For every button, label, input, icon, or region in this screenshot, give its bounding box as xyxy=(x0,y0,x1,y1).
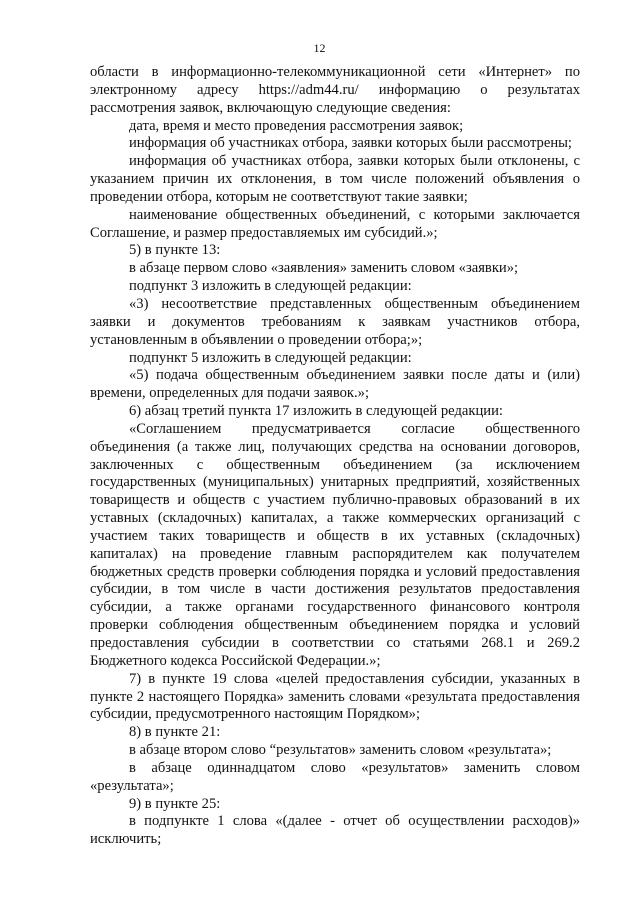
document-paragraph: подпункт 5 изложить в следующей редакции: xyxy=(129,349,412,366)
document-body xyxy=(90,64,580,849)
document-paragraph: в абзаце одиннадцатом слово «результатов» заменить словом «результата»; xyxy=(90,759,580,794)
document-paragraph: в подпункте 1 слова «(далее - отчет об осуществлении расходов)» исключить; xyxy=(90,813,580,848)
document-paragraph: 8) в пункте 21: xyxy=(129,724,221,741)
document-paragraph: 6) абзац третий пункта 17 изложить в следующей редакции: xyxy=(129,403,503,420)
document-paragraph: в абзаце втором слово “результатов» заменить словом «результата»; xyxy=(129,742,552,759)
document-paragraph: дата, время и место проведения рассмотрения заявок; xyxy=(129,117,464,134)
document-paragraph: «Соглашением предусматривается согласие общественного объединения (а также лиц, получающих средства на основании договоров, заключенных с общественным объединением (за исключением государственных (муниципальных) унитарных предприятий, хозяйственных товариществ и обществ с участием публично-правовых образований в их уставных (складочных) капиталах, а также коммерческих организаций с участием таких товариществ и обществ в их уставных (складочных) капиталах) на проведение главным распорядителем как получателем бюджетных средств проверки соблюдения порядка и условий предоставления субсидии, в том числе в части достижения результатов предоставления субсидии, а также органами государственного финансового контроля проверки соблюдения общественным объединением порядка и условий предоставления субсидии в соответствии со статьями 268.1 и 269.2 Бюджетного кодекса Российской Федерации.»; xyxy=(90,420,580,669)
document-paragraph: наименование общественных объединений, с которыми заключается Соглашение, и размер предоставляемых им субсидий.»; xyxy=(90,206,580,241)
document-paragraph: 5) в пункте 13: xyxy=(129,242,221,259)
page-number: 12 xyxy=(313,41,326,55)
document-paragraph: информация об участниках отбора, заявки которых были отклонены, с указанием причин их отклонения, в том числе положений объявления о проведении отбора, которым не соответствуют такие заявки; xyxy=(90,153,580,205)
document-paragraph: области в информационно-телекоммуникационной сети «Интернет» по электронному адресу https://adm44.ru/ информацию о результатах рассмотрения заявок, включающую следующие сведения: xyxy=(90,64,580,116)
document-paragraph: 9) в пункте 25: xyxy=(129,795,221,812)
document-paragraph: подпункт 3 изложить в следующей редакции: xyxy=(129,278,412,295)
document-paragraph: «5) подача общественным объединением заявки после даты и (или) времени, определенных для подачи заявок.»; xyxy=(90,367,580,402)
document-paragraph: информация об участниках отбора, заявки которых были рассмотрены; xyxy=(129,135,572,152)
document-paragraph: в абзаце первом слово «заявления» заменить словом «заявки»; xyxy=(129,260,519,277)
document-paragraph: «3) несоответствие представленных общественным объединением заявки и документов требованиям к заявкам участников отбора, установленным в объявлении о проведении отбора;»; xyxy=(90,295,580,348)
document-paragraph: 7) в пункте 19 слова «целей предоставления субсидии, указанных в пункте 2 настоящего Порядка» заменить словами «результата предоставления субсидии, предусмотренного настоящим Порядком»; xyxy=(90,670,580,723)
